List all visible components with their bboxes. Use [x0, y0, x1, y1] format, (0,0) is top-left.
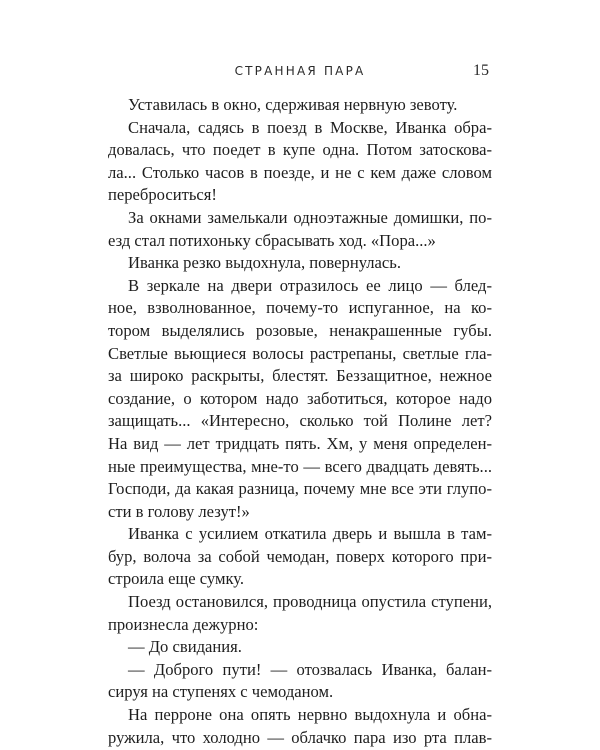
text-line: ное, взволнованное, почему-то испуганное, на ко- — [108, 298, 492, 318]
text-line: сируя на ступенях с чемоданом. — [108, 682, 334, 702]
text-line: На перроне она опять нервно выдохнула и обна- — [128, 705, 492, 725]
text-line: — До свидания. — [128, 637, 242, 657]
text-line: Иванка с усилием откатила дверь и вышла в там- — [128, 524, 492, 544]
text-line: В зеркале на двери отразилось ее лицо — блед- — [128, 275, 492, 295]
text-line: за широко раскрыты, блестят. Беззащитное, нежное — [108, 366, 492, 386]
text-line: ла... Столько часов в поезде, и не с кем даже словом — [108, 162, 492, 182]
text-line: Господи, да какая разница, почему мне все эти глупо- — [108, 479, 492, 499]
text-line: На вид — лет тридцать пять. Хм, у меня определен- — [108, 433, 492, 453]
running-head — [111, 60, 489, 82]
text-line: ружила, что холодно — облачко пара изо рта плав- — [108, 727, 492, 747]
text-line: Иванка резко выдохнула, повернулась. — [128, 253, 402, 273]
text-line: защищать... «Интересно, сколько той Полине лет? — [108, 411, 492, 431]
text-line: переброситься! — [108, 185, 217, 205]
body-text — [108, 94, 492, 749]
text-line: сти в голову лезут!» — [108, 501, 250, 521]
text-line: ные преимущества, мне-то — всего двадцать девять... — [108, 456, 492, 476]
text-line: тором выделялись розовые, ненакрашенные губы. — [108, 320, 492, 340]
text-line: Сначала, садясь в поезд в Москве, Иванка обра- — [128, 117, 492, 137]
text-line: — Доброго пути! — отозвалась Иванка, балан- — [128, 659, 492, 679]
text-line: создание, о котором надо заботиться, которое надо — [108, 388, 492, 408]
text-line: строила еще сумку. — [108, 569, 245, 589]
text-line: езд стал потихоньку сбрасывать ход. «Пора...» — [108, 230, 436, 250]
text-line: произнесла дежурно: — [108, 614, 259, 634]
text-line: За окнами замелькали одноэтажные домишки, по- — [128, 207, 492, 227]
text-line: довалась, что поедет в купе одна. Потом затоскова- — [108, 140, 492, 160]
text-line: Уставилась в окно, сдерживая нервную зевоту. — [128, 95, 458, 114]
text-line: бур, волоча за собой чемодан, поверх которого при- — [108, 546, 492, 566]
text-line: Светлые вьющиеся волосы растрепаны, светлые гла- — [108, 343, 492, 363]
page-number: 15 — [473, 62, 489, 79]
text-line: Поезд остановился, проводница опустила ступени, — [128, 592, 492, 612]
running-title: СТРАННАЯ ПАРА — [234, 64, 366, 78]
